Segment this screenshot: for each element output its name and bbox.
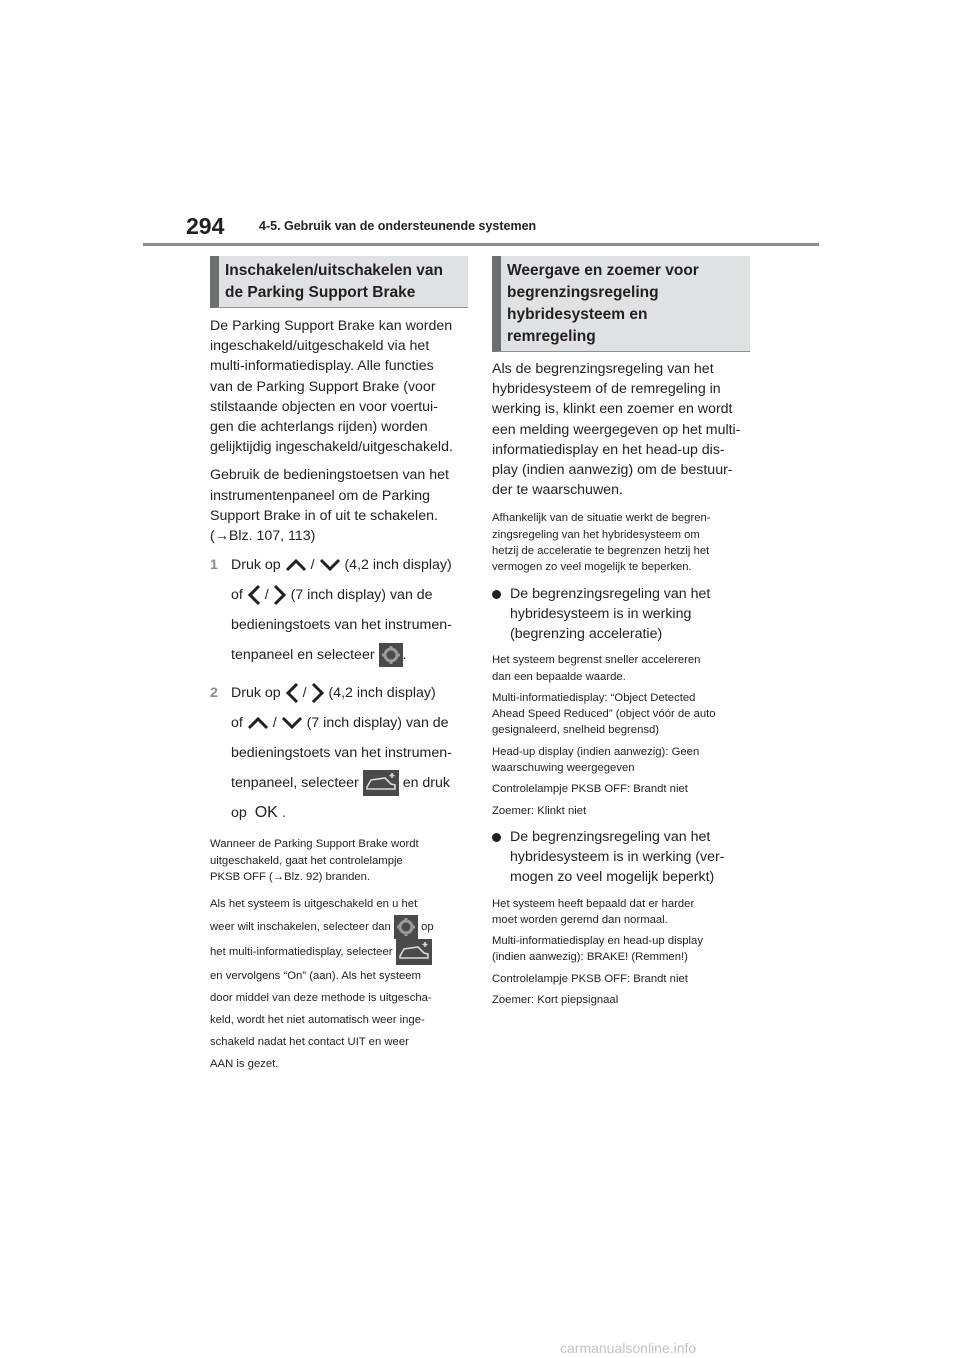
- right-heading-line: begrenzingsregeling: [507, 284, 659, 301]
- header-rule: [143, 243, 819, 246]
- left-heading-line: de Parking Support Brake: [225, 284, 416, 301]
- right-heading-line: hybridesysteem en: [507, 306, 648, 323]
- left-column: [210, 316, 468, 1075]
- step-1: 1 Druk op / (4,2 inch display) of / (7 inch display) van de bedieningstoets van het instrumen- tenpaneel en selecteer .: [210, 550, 468, 670]
- step-2: 2 Druk op / (4,2 inch display) of / (7 inch display) van de bedieningstoets van het instrumen- tenpaneel, selecteer en druk op OK .: [210, 678, 468, 828]
- bullet-dot-icon: [492, 833, 501, 842]
- parking-support-brake-icon: [396, 939, 432, 965]
- settings-gear-icon: [379, 643, 403, 667]
- detail-note: Controlelampje PKSB OFF: Brandt niet: [492, 783, 688, 796]
- chevron-right-icon: [311, 682, 325, 704]
- detail-note: Head-up display (indien aanwezig): Geen waarschuwing weergegeven: [492, 745, 700, 774]
- detail-note: Het systeem begrenst sneller accelereren dan een bepaalde waarde.: [492, 654, 701, 683]
- situation-note: Afhankelijk van de situatie werkt de begren- zingsregeling van het hybridesysteem om hetzij de acceleratie te begrenzen hetzij het vermogen zo veel mogelijk te beperken.: [492, 512, 711, 574]
- intro-paragraph: De Parking Support Brake kan worden ingeschakeld/uitgeschakeld via het multi-informatiedisplay. Alle functies van de Parking Support Brake (voor stilstaande objecten en voor voertui- gen die achterlangs rijden) worden gelijktijdig ingeschakeld/uitgeschakeld.: [210, 318, 453, 456]
- bullet-dot-icon: [492, 590, 501, 599]
- ok-button-icon: OK: [254, 804, 278, 822]
- note-reenable: Als het systeem is uitgeschakeld en u het weer wilt inschakelen, selecteer dan op het multi-informatiedisplay, selecteer en vervolgens “On” (aan). Als het systeem door middel van deze methode is uitgescha- keld, wordt het niet automatisch weer inge- schakeld nadat het contact UIT en weer AAN is gezet.: [210, 898, 434, 1071]
- detail-note: Zoemer: Kort piepsignaal: [492, 993, 619, 1006]
- right-heading-line: remregeling: [507, 328, 596, 345]
- detail-note: Het systeem heeft bepaald dat er harder moet worden geremd dan normaal.: [492, 897, 695, 926]
- right-heading-line: Weergave en zoemer voor: [507, 262, 699, 279]
- detail-note: Multi-informatiedisplay: “Object Detected Ahead Speed Reduced” (object vóór de auto gesignaleerd, snelheid begrensd): [492, 691, 716, 737]
- detail-note: Controlelampje PKSB OFF: Brandt niet: [492, 972, 688, 985]
- step-number: 2: [210, 685, 218, 702]
- bullet-acceleration-limit: De begrenzingsregeling van het hybridesysteem is in werking (begrenzing acceleratie): [492, 584, 754, 645]
- chevron-left-icon: [285, 682, 299, 704]
- chevron-left-icon: [247, 584, 261, 606]
- right-heading: [492, 256, 750, 352]
- parking-support-brake-icon: [363, 770, 399, 796]
- chevron-down-icon: [319, 558, 341, 572]
- page-number: 294: [186, 213, 225, 239]
- watermark: carmanualsonline.info: [560, 1340, 697, 1356]
- chevron-up-icon: [247, 716, 269, 730]
- settings-gear-icon: [394, 915, 418, 939]
- note-pksb-off: Wanneer de Parking Support Brake wordt uitgeschakeld, gaat het controlelampje PKSB OFF (→Blz. 92) branden.: [210, 838, 419, 883]
- bullet-power-limit: De begrenzingsregeling van het hybridesysteem is in werking (ver- mogen zo veel mogelijk beperkt): [492, 827, 754, 888]
- section-title: 4-5. Gebruik van de ondersteunende systemen: [259, 219, 537, 233]
- warning-intro-paragraph: Als de begrenzingsregeling van het hybridesysteem of de remregeling in werking is, klinkt een zoemer en wordt een melding weergegeven op het multi- informatiedisplay en het head-up dis- play (indien aanwezig) om de bestuur- der te waarschuwen.: [492, 361, 741, 499]
- instruction-paragraph: Gebruik de bedieningstoetsen van het instrumentenpaneel om de Parking Support Brake in of uit te schakelen. (→Blz. 107, 113): [210, 467, 449, 545]
- step-number: 1: [210, 557, 218, 574]
- left-heading: [210, 256, 468, 308]
- right-column: [492, 359, 754, 1008]
- chevron-down-icon: [281, 716, 303, 730]
- left-heading-line: Inschakelen/uitschakelen van: [225, 262, 443, 279]
- detail-note: Multi-informatiedisplay en head-up display (indien aanwezig): BRAKE! (Remmen!): [492, 935, 703, 964]
- chevron-up-icon: [285, 558, 307, 572]
- detail-note: Zoemer: Klinkt niet: [492, 804, 587, 817]
- chevron-right-icon: [273, 584, 287, 606]
